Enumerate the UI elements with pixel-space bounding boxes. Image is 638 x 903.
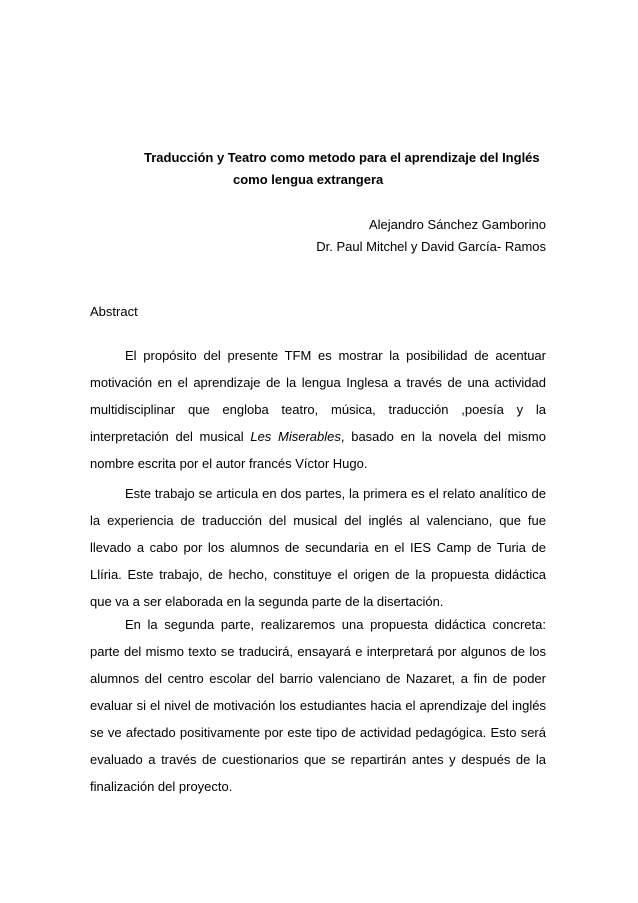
title-line-1: Traducción y Teatro como metodo para el aprendizaje del Inglés	[144, 150, 540, 165]
paragraph-1-text-b: , basado en la novela del mismo nombre escrita por el autor francés Víctor Hugo.	[90, 429, 546, 471]
abstract-paragraph-1	[90, 342, 546, 477]
title-line-2: como lengua extrangera	[233, 172, 384, 187]
abstract-heading: Abstract	[90, 304, 138, 319]
abstract-paragraph-2: Este trabajo se articula en dos partes, la primera es el relato analítico de la experiencia de traducción del musical del inglés al valenciano, que fue llevado a cabo por los alumnos de secundaria en el IES Camp de Turia de Llíria. Este trabajo, de hecho, constituye el origen de la propuesta didáctica que va a ser elaborada en la segunda parte de la disertación.	[90, 486, 546, 609]
author-name: Alejandro Sánchez Gamborino	[368, 217, 546, 232]
supervisors: Dr. Paul Mitchel y David García- Ramos	[316, 239, 546, 254]
paragraph-1-text-a: El propósito del presente TFM es mostrar la posibilidad de acentuar motivación en el aprendizaje de la lengua Inglesa a través de una actividad multidisciplinar que engloba teatro, música, traducción ,poesía y la interpretación del musical	[90, 348, 546, 444]
abstract-paragraph-3: En la segunda parte, realizaremos una propuesta didáctica concreta: parte del mismo texto se traducirá, ensayará e interpretará por algunos de los alumnos del centro escolar del barrio valenciano de Nazaret, a fin de poder evaluar si el nivel de motivación los estudiantes hacia el aprendizaje del inglés se ve afectado positivamente por este tipo de actividad pedagógica. Esto será evaluado a través de cuestionarios que se repartirán antes y después de la finalización del proyecto.	[90, 617, 546, 794]
musical-title: Les Miserables	[250, 429, 341, 444]
